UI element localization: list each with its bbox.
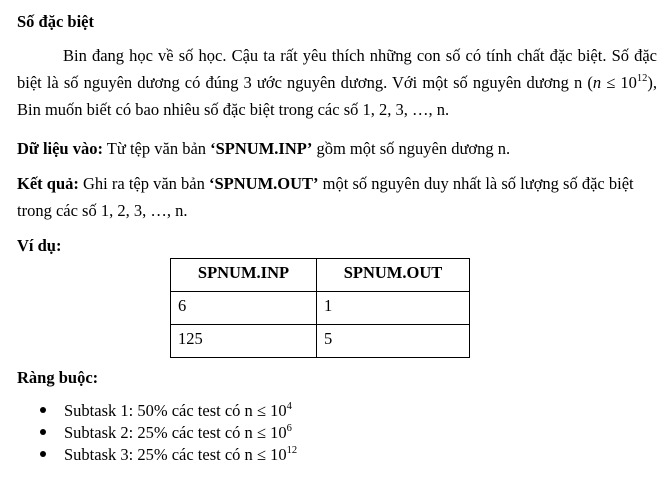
subtask-exponent: 4 bbox=[286, 400, 292, 412]
problem-statement bbox=[17, 42, 657, 123]
subtask-text: Subtask 2: 25% các test có n ≤ 10 bbox=[64, 423, 287, 442]
statement-text-1: Bin đang học về số học. Cậu ta rất yêu thích những con số có tính chất đặc biệt. Số đặc biệt là số nguyên dương có đúng 3 ước nguyên dương. Với một số nguyên dương n ( bbox=[17, 46, 657, 92]
output-section bbox=[17, 170, 657, 224]
output-text-1: Ghi ra tệp văn bản bbox=[78, 174, 209, 193]
output-label: Kết quả: bbox=[17, 174, 79, 193]
example-cell-input: 6 bbox=[171, 292, 317, 325]
table-row bbox=[171, 292, 470, 325]
list-item bbox=[40, 400, 297, 422]
bullet-icon bbox=[40, 407, 46, 413]
statement-text-2: ), Bin muốn biết có bao nhiêu số đặc biệt trong các số 1, 2, 3, …, n. bbox=[17, 73, 657, 119]
example-cell-input: 125 bbox=[171, 325, 317, 358]
output-file-name: ‘SPNUM.OUT’ bbox=[209, 174, 319, 193]
example-cell-output: 1 bbox=[317, 292, 470, 325]
constraints-label: Ràng buộc: bbox=[17, 368, 99, 387]
subtask-exponent: 6 bbox=[286, 422, 292, 434]
input-section bbox=[17, 135, 657, 162]
input-label: Dữ liệu vào: bbox=[17, 139, 103, 158]
statement-var-n: n bbox=[592, 73, 602, 92]
example-table-header-row bbox=[171, 259, 470, 292]
table-row bbox=[171, 325, 470, 358]
example-header-output: SPNUM.OUT bbox=[317, 259, 470, 292]
list-item bbox=[40, 444, 297, 466]
example-label: Ví dụ: bbox=[17, 236, 62, 255]
bullet-icon bbox=[40, 451, 46, 457]
statement-leq: ≤ bbox=[601, 73, 621, 92]
output-text-2: một số nguyên duy nhất là số lượng số đặc biệt trong các số 1, 2, 3, …, n. bbox=[17, 174, 634, 220]
list-item bbox=[40, 422, 297, 444]
input-text-1: Từ tệp văn bản bbox=[102, 139, 211, 158]
input-file-name: ‘SPNUM.INP’ bbox=[210, 139, 313, 158]
subtask-text: Subtask 3: 25% các test có n ≤ 10 bbox=[64, 445, 287, 464]
example-cell-output: 5 bbox=[317, 325, 470, 358]
input-text-2: gồm một số nguyên dương n. bbox=[312, 139, 511, 158]
example-table bbox=[170, 258, 470, 358]
example-header-input: SPNUM.INP bbox=[171, 259, 317, 292]
example-section bbox=[17, 232, 657, 259]
problem-document bbox=[17, 10, 657, 259]
bullet-icon bbox=[40, 429, 46, 435]
problem-title: Số đặc biệt bbox=[17, 12, 95, 31]
subtask-text: Subtask 1: 50% các test có n ≤ 10 bbox=[64, 401, 287, 420]
statement-base: 10 bbox=[620, 73, 637, 92]
subtask-exponent: 12 bbox=[286, 444, 298, 456]
constraints-list bbox=[40, 400, 297, 466]
statement-exponent: 12 bbox=[636, 72, 648, 84]
